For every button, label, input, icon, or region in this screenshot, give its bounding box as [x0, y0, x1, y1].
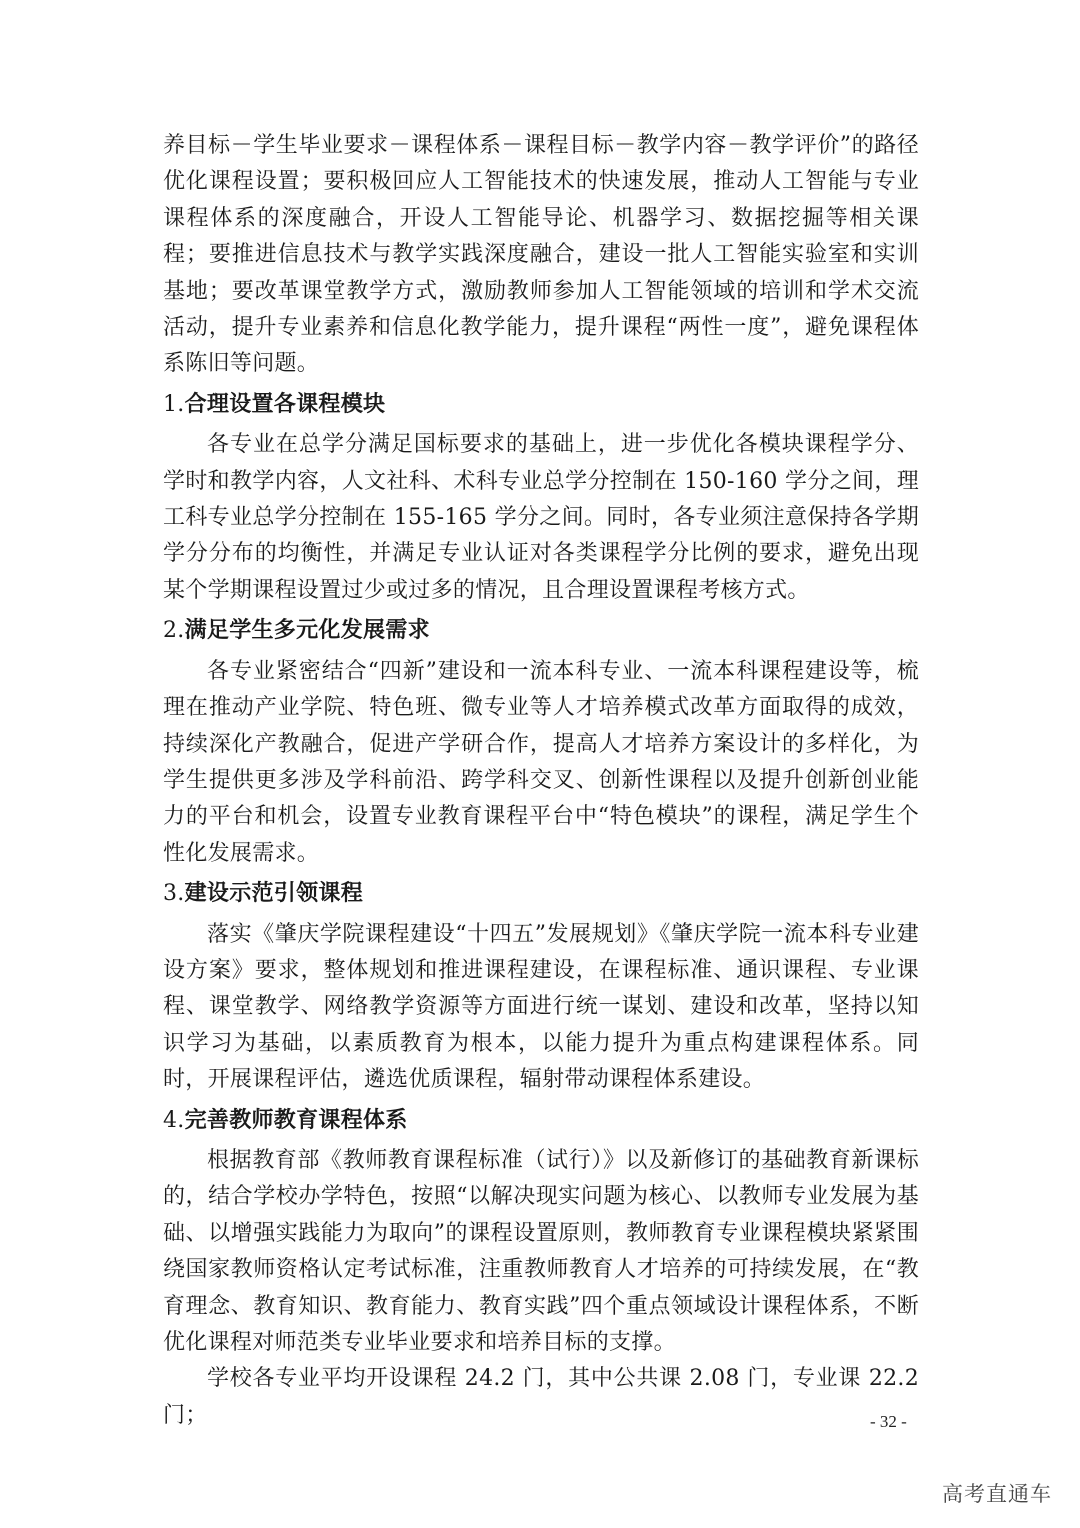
- section-heading-1: [163, 387, 919, 423]
- section-number: 4.: [163, 1107, 185, 1133]
- section-title: 满足学生多元化发展需求: [184, 618, 430, 644]
- section-title: 建设示范引领课程: [184, 881, 363, 907]
- section-heading-2: [163, 613, 919, 649]
- intro-paragraph: 养目标－学生毕业要求－课程体系－课程目标－教学内容－教学评价”的路径优化课程设置；要积极回应人工智能技术的快速发展，推动人工智能与专业课程体系的深度融合，开设人工智能导论、机器学习、数据挖掘等相关课程；要推进信息技术与教学实践深度融合，建设一批人工智能实验室和实训基地；要改革课堂教学方式，激励教师参加人工智能领域的培训和学术交流活动，提升专业素养和信息化教学能力，提升课程“两性一度”，避免课程体系陈旧等问题。: [163, 133, 919, 377]
- document-page: [163, 128, 919, 1434]
- section-number: 2.: [163, 618, 185, 644]
- section-4-paragraph-continued: 学校各专业平均开设课程 24.2 门，其中公共课 2.08 门，专业课 22.2 门；: [163, 1366, 919, 1428]
- watermark-label: 高考直通车: [942, 1482, 1052, 1506]
- section-heading-4: [163, 1103, 919, 1139]
- section-title: 合理设置各课程模块: [184, 391, 386, 417]
- section-1-paragraph: 各专业在总学分满足国标要求的基础上，进一步优化各模块课程学分、学时和教学内容，人文社科、术科专业总学分控制在 150-160 学分之间，理工科专业总学分控制在 155-165 学分之间。同时，各专业须注意保持各学期学分分布的均衡性，并满足专业认证对各类课程学分比例的要求，避免出现某个学期课程设置过少或过多的情况，且合理设置课程考核方式。: [163, 432, 919, 603]
- section-2-paragraph: 各专业紧密结合“四新”建设和一流本科专业、一流本科课程建设等，梳理在推动产业学院、特色班、微专业等人才培养模式改革方面取得的成效，持续深化产教融合，促进产学研合作，提高人才培养方案设计的多样化，为学生提供更多涉及学科前沿、跨学科交叉、创新性课程以及提升创新创业能力的平台和机会，设置专业教育课程平台中“特色模块”的课程，满足学生个性化发展需求。: [163, 658, 919, 866]
- page-number: - 32 -: [870, 1412, 907, 1431]
- section-number: 3.: [163, 881, 185, 907]
- section-3-paragraph: 落实《肇庆学院课程建设“十四五”发展规划》《肇庆学院一流本科专业建设方案》要求，整体规划和推进课程建设，在课程标准、通识课程、专业课程、课堂教学、网络教学资源等方面进行统一谋划、建设和改革，坚持以知识学习为基础，以素质教育为根本，以能力提升为重点构建课程体系。同时，开展课程评估，遴选优质课程，辐射带动课程体系建设。: [163, 921, 919, 1093]
- section-title: 完善教师教育课程体系: [184, 1107, 408, 1133]
- section-heading-3: [163, 876, 919, 912]
- section-number: 1.: [163, 391, 185, 417]
- section-4-paragraph: 根据教育部《教师教育课程标准（试行）》以及新修订的基础教育新课标的，结合学校办学特色，按照“以解决现实问题为核心、以教师专业发展为基础、以增强实践能力为取向”的课程设置原则，教师教育专业课程模块紧紧围绕国家教师资格认定考试标准，注重教师教育人才培养的可持续发展，在“教育理念、教育知识、教育能力、教育实践”四个重点领域设计课程体系，不断优化课程对师范类专业毕业要求和培养目标的支撑。: [163, 1147, 919, 1355]
